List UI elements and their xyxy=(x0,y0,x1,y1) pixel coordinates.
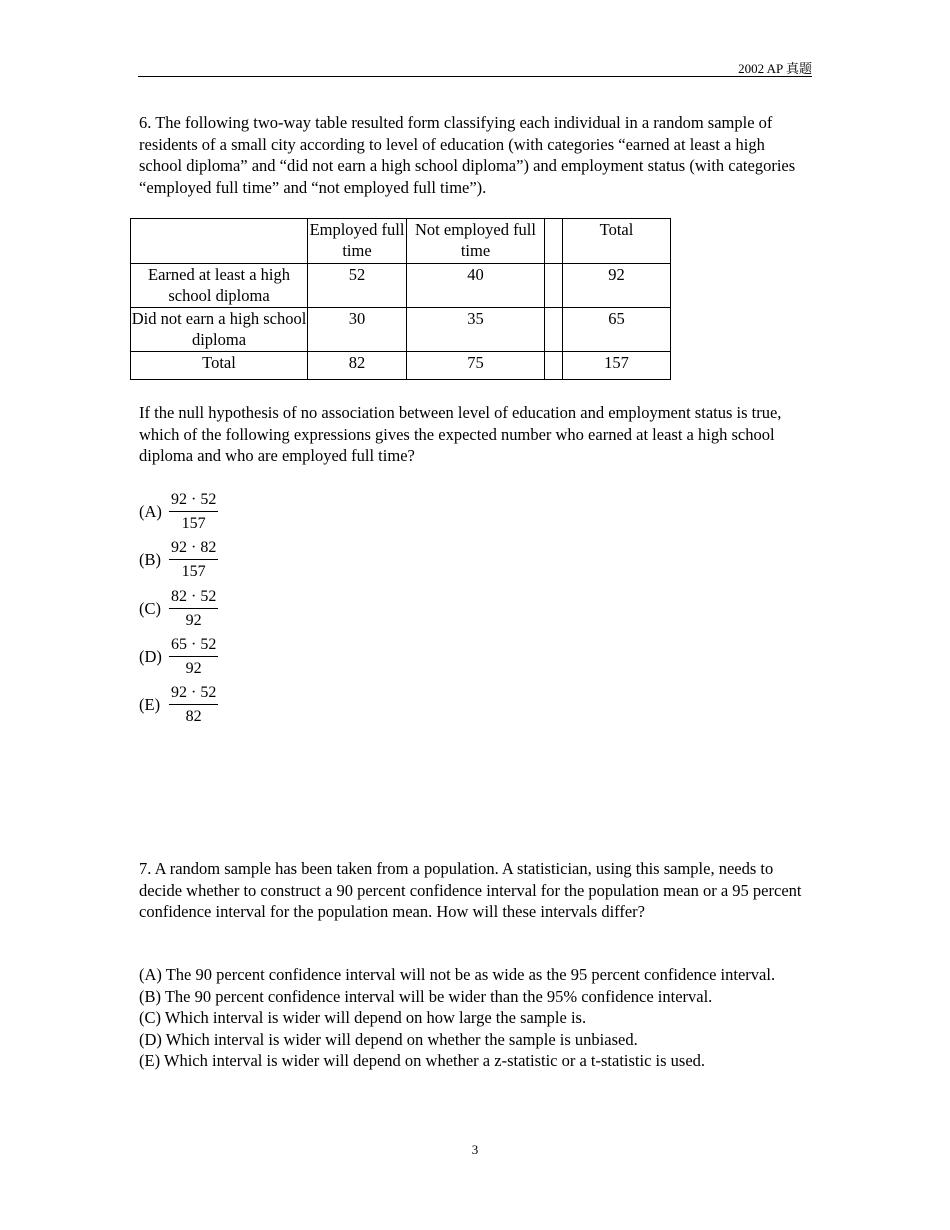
table-row xyxy=(131,264,671,308)
choice-label: (C) xyxy=(139,598,161,618)
fraction-denominator: 157 xyxy=(181,563,206,581)
table-row xyxy=(131,308,671,352)
answer-choice-a[interactable]: (A) The 90 percent confidence interval will not be as wide as the 95 percent confidence interval. xyxy=(139,965,776,984)
table-row-label: Total xyxy=(131,352,308,380)
answer-choice-d[interactable] xyxy=(139,633,218,681)
table-total-row xyxy=(131,352,671,380)
table-cell: 65 xyxy=(563,308,671,352)
table-cell: 40 xyxy=(407,264,545,308)
table-cell xyxy=(545,264,563,308)
choice-label: (E) xyxy=(139,695,161,715)
page-header xyxy=(138,56,812,77)
table-cell: 157 xyxy=(563,352,671,380)
choice-label: (D) xyxy=(139,647,162,667)
fraction xyxy=(169,635,218,679)
fraction-numerator: 92 · 82 xyxy=(169,538,218,560)
answer-choice-c[interactable]: (C) Which interval is wider will depend on how large the sample is. xyxy=(139,1008,587,1027)
fraction xyxy=(169,587,218,631)
fraction-denominator: 92 xyxy=(185,660,202,678)
fraction-denominator: 92 xyxy=(185,611,202,629)
table-row-label: Earned at least a high school diploma xyxy=(131,264,308,308)
fraction-numerator: 92 · 52 xyxy=(169,490,218,512)
table-header-cell xyxy=(131,219,308,264)
table-cell: 52 xyxy=(308,264,407,308)
question-7-stem: 7. A random sample has been taken from a population. A statistician, using this sample, needs to decide whether to construct a 90 percent confidence interval for the population mean or a 95 percent confidence interval for the population mean. How will these intervals differ? xyxy=(139,859,802,921)
table-cell: 30 xyxy=(308,308,407,352)
choice-label: (B) xyxy=(139,550,161,570)
table-cell xyxy=(545,308,563,352)
table-header-cell xyxy=(545,219,563,264)
fraction xyxy=(169,683,218,727)
two-way-table xyxy=(130,218,671,380)
fraction xyxy=(169,490,218,534)
table-header-cell: Total xyxy=(563,219,671,264)
table-row-label: Did not earn a high school diploma xyxy=(131,308,308,352)
table-cell: 75 xyxy=(407,352,545,380)
table-cell: 35 xyxy=(407,308,545,352)
page-number: 3 xyxy=(471,1142,479,1157)
table-cell: 82 xyxy=(308,352,407,380)
fraction-numerator: 82 · 52 xyxy=(169,587,218,609)
answer-choice-b[interactable]: (B) The 90 percent confidence interval will be wider than the 95% confidence interval. xyxy=(139,986,713,1006)
table-header-cell: Employed full time xyxy=(308,219,407,264)
fraction-numerator: 92 · 52 xyxy=(169,683,218,705)
header-title: 2002 AP 真题 xyxy=(738,61,812,76)
fraction-numerator: 65 · 52 xyxy=(169,635,218,657)
fraction-denominator: 157 xyxy=(181,515,206,533)
question-6-choices xyxy=(139,488,218,729)
question-6-stem: 6. The following two-way table resulted form classifying each individual in a random sample of residents of a small city according to level of education (with categories “earned at least a high school diploma” and “did not earn a high school diploma”) and employment status (with categories “employed full time” and “not employed full time”). xyxy=(139,113,796,197)
fraction xyxy=(169,538,218,582)
two-way-table-container xyxy=(130,218,671,380)
question-6-prompt: If the null hypothesis of no association between level of education and employment status is true, which of the following expressions gives the expected number who earned at least a high school diploma and who are employed full time? xyxy=(139,403,782,465)
fraction-denominator: 82 xyxy=(185,708,202,726)
question-7-choices xyxy=(139,964,811,1072)
answer-choice-c[interactable] xyxy=(139,585,218,633)
answer-choice-e[interactable]: (E) Which interval is wider will depend on whether a z-statistic or a t-statistic is used. xyxy=(139,1051,706,1070)
table-cell: 92 xyxy=(563,264,671,308)
answer-choice-e[interactable] xyxy=(139,681,218,729)
table-header-row xyxy=(131,219,671,264)
answer-choice-d[interactable]: (D) Which interval is wider will depend on whether the sample is unbiased. xyxy=(139,1029,638,1049)
answer-choice-a[interactable] xyxy=(139,488,218,536)
answer-choice-b[interactable] xyxy=(139,536,218,584)
table-cell xyxy=(545,352,563,380)
choice-label: (A) xyxy=(139,502,162,522)
table-header-cell: Not employed full time xyxy=(407,219,545,264)
